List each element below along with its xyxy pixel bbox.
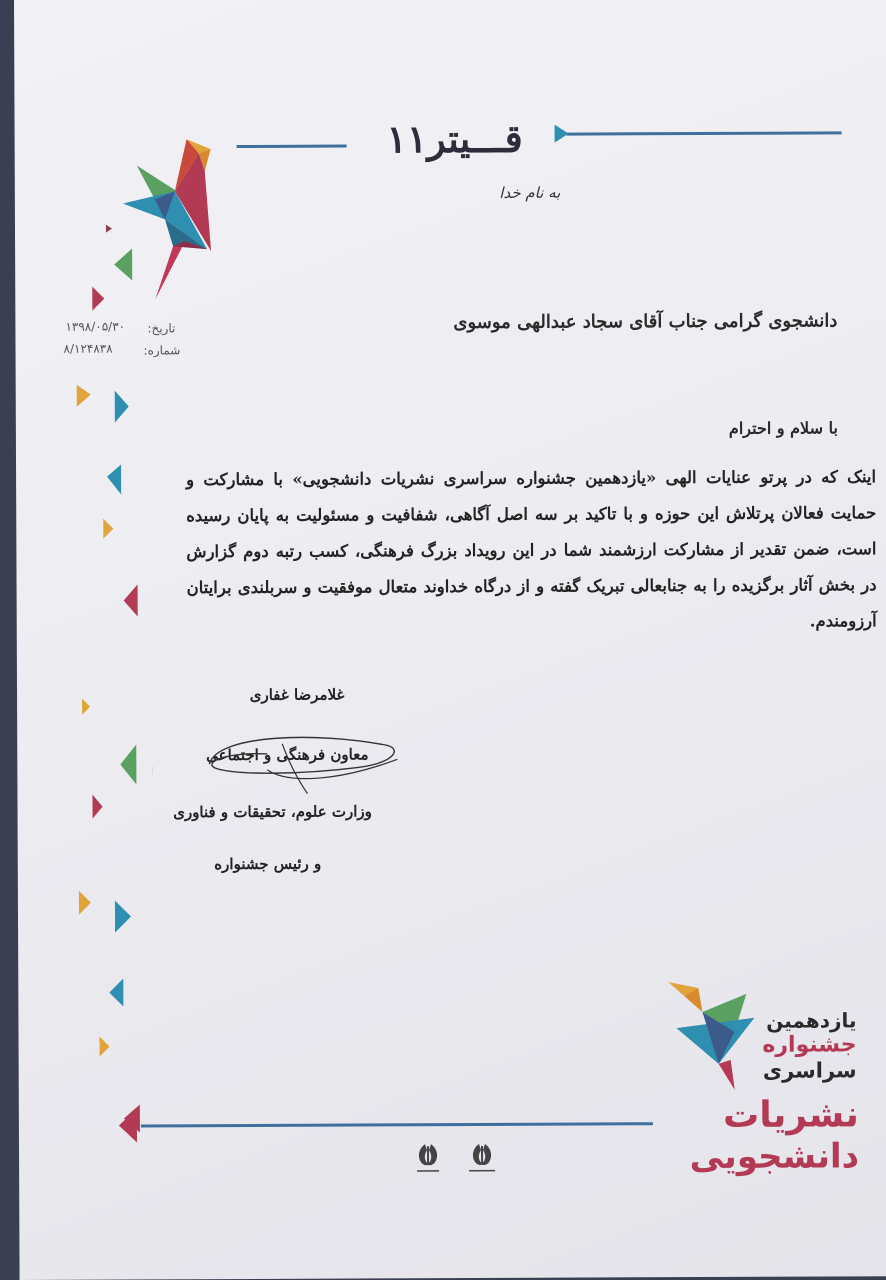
footer-rule xyxy=(141,1122,653,1127)
festival-line-5: دانشجویی xyxy=(689,1136,860,1178)
government-emblem-icon xyxy=(411,1140,521,1180)
header-rule-left xyxy=(237,145,347,148)
letter-body: اینک که در پرتو عنایات الهی «یازدهمین جشنواره سراسری نشریات دانشجویی» با مشارکت و حمایت فعالان پرتلاش این حوزه و با تاکید بر سه اصل آگاهی، شفافیت و مسئولیت به پایان رسیده است، ضمن تقدیر از مشارکت ارزشمند شما در این رویداد بزرگ فرهنگی، کسب رتبه دوم گزارش در بخش آثار برگزیده را به جنابعالی تبریک گفته و از درگاه خداوند متعال موفقیت و سربلندی برایتان آرزومندم. xyxy=(186,467,877,631)
letter-title: قـــیتر۱۱ xyxy=(386,115,523,162)
basmala: به نام خدا xyxy=(499,183,561,202)
greeting: با سلام و احترام xyxy=(728,418,838,438)
date-value: ۱۳۹۸/۰۵/۳۰ xyxy=(65,319,126,334)
signatory-title-3: و رئیس جشنواره xyxy=(214,854,322,874)
festival-line-3: سراسری xyxy=(762,1058,857,1083)
number-label: شماره: xyxy=(143,343,181,358)
date-label: تاریخ: xyxy=(147,321,176,336)
festival-line-1: یازدهمین xyxy=(766,1008,857,1033)
handwritten-signature xyxy=(197,723,407,799)
footer-triangle-left xyxy=(119,1108,137,1142)
signatory-title-2: وزارت علوم، تحقیقات و فناوری xyxy=(173,802,372,822)
number-value: ۸/۱۲۴۸۳۸ xyxy=(63,341,113,356)
festival-line-4: نشریات xyxy=(723,1094,859,1136)
recipient-line: دانشجوی گرامی جناب آقای سجاد عبدالهی موسوی xyxy=(453,310,838,334)
certificate-paper xyxy=(14,0,886,1280)
festival-line-2: جشنواره xyxy=(762,1032,857,1058)
header-rule-right xyxy=(567,131,842,135)
signatory-name: غلامرضا غفاری xyxy=(249,685,345,704)
signatory-title-1: معاون فرهنگی و اجتماعی xyxy=(206,745,369,765)
